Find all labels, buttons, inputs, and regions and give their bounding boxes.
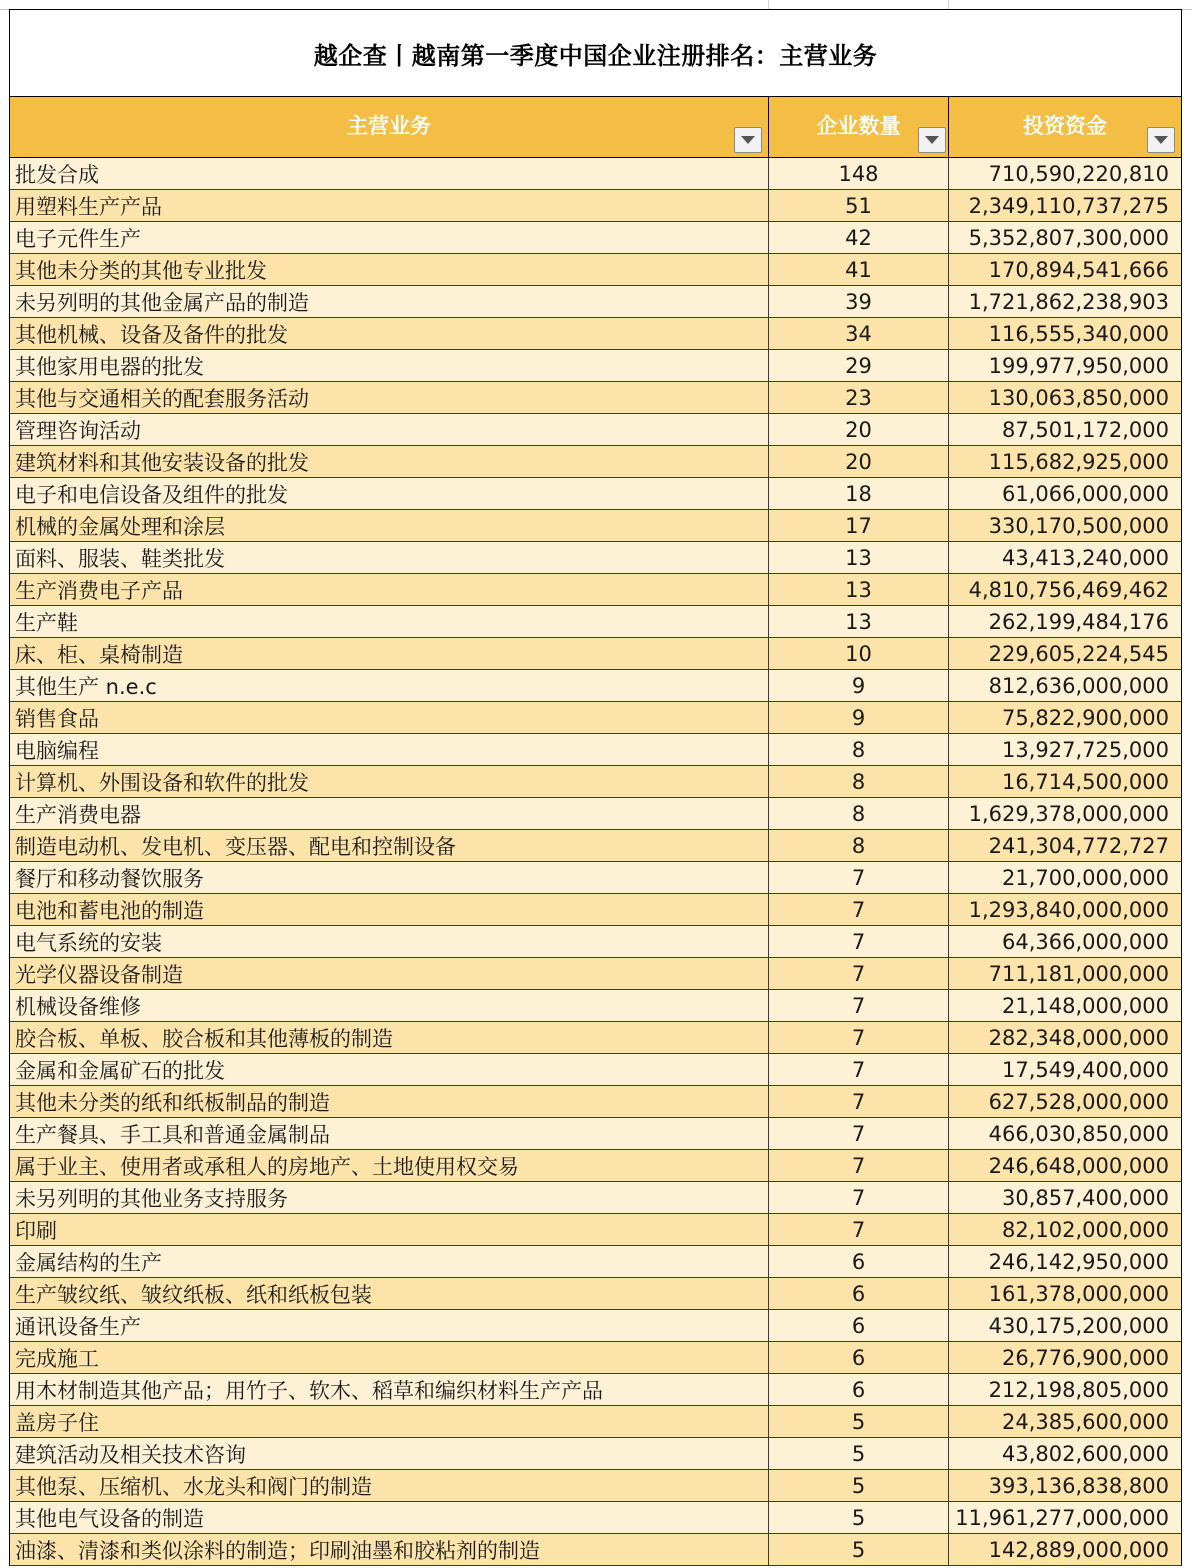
cell-business[interactable]: 油漆、清漆和类似涂料的制造；印刷油墨和胶粘剂的制造	[10, 1534, 769, 1565]
cell-investment[interactable]: 199,977,950,000	[988, 353, 1169, 378]
cell-business[interactable]: 生产鞋	[10, 606, 769, 637]
cell-investment[interactable]: 30,857,400,000	[1002, 1185, 1169, 1210]
table-row[interactable]	[9, 1342, 1182, 1374]
cell-investment[interactable]: 229,605,224,545	[988, 641, 1169, 666]
cell-business[interactable]: 其他与交通相关的配套服务活动	[10, 382, 769, 413]
cell-investment[interactable]: 24,385,600,000	[1002, 1409, 1169, 1434]
cell-count[interactable]: 7	[769, 894, 949, 925]
filter-dropdown-button[interactable]	[918, 127, 946, 153]
table-row[interactable]	[9, 670, 1182, 702]
cell-business[interactable]: 生产餐具、手工具和普通金属制品	[10, 1118, 769, 1149]
cell-investment[interactable]: 4,810,756,469,462	[968, 577, 1169, 602]
cell-count[interactable]: 5	[769, 1534, 949, 1565]
table-row[interactable]	[9, 478, 1182, 510]
cell-investment[interactable]: 282,348,000,000	[988, 1025, 1169, 1050]
table-row[interactable]	[9, 734, 1182, 766]
cell-investment[interactable]: 246,142,950,000	[988, 1249, 1169, 1274]
cell-business[interactable]: 生产消费电子产品	[10, 574, 769, 605]
cell-count[interactable]: 7	[769, 958, 949, 989]
table-row[interactable]	[9, 894, 1182, 926]
table-row[interactable]	[9, 254, 1182, 286]
cell-count[interactable]: 13	[769, 574, 949, 605]
cell-count[interactable]: 148	[769, 158, 949, 189]
cell-count[interactable]: 10	[769, 638, 949, 669]
cell-investment[interactable]: 812,636,000,000	[988, 673, 1169, 698]
column-header-label: 主营业务	[347, 114, 431, 138]
cell-count[interactable]: 5	[769, 1470, 949, 1501]
cell-investment[interactable]: 115,682,925,000	[988, 449, 1169, 474]
cell-investment[interactable]: 711,181,000,000	[988, 961, 1169, 986]
table-body	[9, 158, 1182, 1566]
cell-count[interactable]: 8	[769, 798, 949, 829]
table-row[interactable]	[9, 1534, 1182, 1566]
cell-investment[interactable]: 710,590,220,810	[988, 161, 1169, 186]
cell-count[interactable]: 7	[769, 1022, 949, 1053]
cell-business[interactable]: 电气系统的安装	[10, 926, 769, 957]
cell-investment[interactable]: 21,148,000,000	[1002, 993, 1169, 1018]
cell-business[interactable]: 其他未分类的其他专业批发	[10, 254, 769, 285]
table-row[interactable]	[9, 1054, 1182, 1086]
cell-business[interactable]: 其他泵、压缩机、水龙头和阀门的制造	[10, 1470, 769, 1501]
table-row[interactable]	[9, 286, 1182, 318]
cell-business[interactable]: 其他机械、设备及备件的批发	[10, 318, 769, 349]
cell-investment[interactable]: 246,648,000,000	[988, 1153, 1169, 1178]
cell-count[interactable]: 23	[769, 382, 949, 413]
table-row[interactable]	[9, 606, 1182, 638]
cell-investment[interactable]: 43,802,600,000	[1002, 1441, 1169, 1466]
table-row[interactable]	[9, 638, 1182, 670]
cell-business[interactable]: 金属结构的生产	[10, 1246, 769, 1277]
cell-business[interactable]: 光学仪器设备制造	[10, 958, 769, 989]
cell-count[interactable]: 51	[769, 190, 949, 221]
cell-count[interactable]: 6	[769, 1374, 949, 1405]
cell-business[interactable]: 用木材制造其他产品；用竹子、软木、稻草和编织材料生产产品	[10, 1374, 769, 1405]
cell-business[interactable]: 未另列明的其他业务支持服务	[10, 1182, 769, 1213]
cell-count[interactable]: 7	[769, 1086, 949, 1117]
table-row[interactable]	[9, 222, 1182, 254]
cell-investment[interactable]: 1,293,840,000,000	[968, 897, 1169, 922]
cell-business[interactable]: 未另列明的其他金属产品的制造	[10, 286, 769, 317]
cell-investment[interactable]: 212,198,805,000	[988, 1377, 1169, 1402]
cell-count[interactable]: 5	[769, 1438, 949, 1469]
cell-business[interactable]: 机械的金属处理和涂层	[10, 510, 769, 541]
filter-dropdown-button[interactable]	[1147, 127, 1175, 153]
cell-business[interactable]: 其他电气设备的制造	[10, 1502, 769, 1533]
cell-count[interactable]: 7	[769, 1150, 949, 1181]
cell-business[interactable]: 销售食品	[10, 702, 769, 733]
cell-business[interactable]: 管理咨询活动	[10, 414, 769, 445]
cell-business[interactable]: 电池和蓄电池的制造	[10, 894, 769, 925]
cell-investment[interactable]: 26,776,900,000	[1002, 1345, 1169, 1370]
cell-count[interactable]: 20	[769, 414, 949, 445]
cell-business[interactable]: 完成施工	[10, 1342, 769, 1373]
cell-investment[interactable]: 161,378,000,000	[988, 1281, 1169, 1306]
cell-investment[interactable]: 1,629,378,000,000	[968, 801, 1169, 826]
cell-business[interactable]: 其他生产 n.e.c	[10, 670, 769, 701]
page-title: 越企查丨越南第一季度中国企业注册排名：主营业务	[313, 41, 878, 70]
cell-business[interactable]: 金属和金属矿石的批发	[10, 1054, 769, 1085]
table-row[interactable]	[9, 1086, 1182, 1118]
filter-dropdown-button[interactable]	[734, 127, 762, 153]
cell-business[interactable]: 通讯设备生产	[10, 1310, 769, 1341]
dropdown-arrow-icon	[1154, 136, 1168, 144]
column-divider	[768, 0, 769, 9]
table-row[interactable]	[9, 798, 1182, 830]
cell-count[interactable]: 18	[769, 478, 949, 509]
table-row[interactable]	[9, 1022, 1182, 1054]
cell-investment[interactable]: 61,066,000,000	[1002, 481, 1169, 506]
column-header-investment[interactable]	[949, 97, 1181, 157]
table-row[interactable]	[9, 926, 1182, 958]
cell-investment[interactable]: 75,822,900,000	[1002, 705, 1169, 730]
cell-investment[interactable]: 13,927,725,000	[1002, 737, 1169, 762]
cell-investment[interactable]: 17,549,400,000	[1002, 1057, 1169, 1082]
cell-investment[interactable]: 262,199,484,176	[988, 609, 1169, 634]
cell-count[interactable]: 7	[769, 1054, 949, 1085]
cell-investment[interactable]: 393,136,838,800	[988, 1473, 1169, 1498]
title-cell[interactable]	[9, 9, 1182, 96]
column-header-business[interactable]	[10, 97, 769, 157]
cell-investment[interactable]: 241,304,772,727	[988, 833, 1169, 858]
table-row[interactable]	[9, 958, 1182, 990]
cell-investment[interactable]: 1,721,862,238,903	[968, 289, 1169, 314]
cell-business[interactable]: 其他未分类的纸和纸板制品的制造	[10, 1086, 769, 1117]
table-row[interactable]	[9, 1214, 1182, 1246]
cell-investment[interactable]: 627,528,000,000	[988, 1089, 1169, 1114]
table-row[interactable]	[9, 830, 1182, 862]
cell-investment[interactable]: 64,366,000,000	[1002, 929, 1169, 954]
table-row[interactable]	[9, 1406, 1182, 1438]
cell-investment[interactable]: 466,030,850,000	[988, 1121, 1169, 1146]
cell-count[interactable]: 20	[769, 446, 949, 477]
column-header-label: 投资资金	[1023, 114, 1107, 138]
cell-count[interactable]: 7	[769, 926, 949, 957]
table-row[interactable]	[9, 1438, 1182, 1470]
dropdown-arrow-icon	[741, 136, 755, 144]
table-row[interactable]	[9, 862, 1182, 894]
cell-count[interactable]: 5	[769, 1406, 949, 1437]
table-row[interactable]	[9, 1118, 1182, 1150]
table-row[interactable]	[9, 510, 1182, 542]
cell-count[interactable]: 7	[769, 1182, 949, 1213]
table-header	[9, 96, 1182, 158]
table-row[interactable]	[9, 382, 1182, 414]
cell-count[interactable]: 6	[769, 1246, 949, 1277]
cell-business[interactable]: 床、柜、桌椅制造	[10, 638, 769, 669]
table-row[interactable]	[9, 542, 1182, 574]
cell-count[interactable]: 17	[769, 510, 949, 541]
dropdown-arrow-icon	[925, 136, 939, 144]
column-divider	[948, 0, 949, 9]
cell-count[interactable]: 6	[769, 1310, 949, 1341]
cell-business[interactable]: 属于业主、使用者或承租人的房地产、土地使用权交易	[10, 1150, 769, 1181]
table-row[interactable]	[9, 702, 1182, 734]
cell-investment[interactable]: 170,894,541,666	[988, 257, 1169, 282]
cell-investment[interactable]: 430,175,200,000	[988, 1313, 1169, 1338]
cell-investment[interactable]: 142,889,000,000	[988, 1537, 1169, 1562]
cell-business[interactable]: 印刷	[10, 1214, 769, 1245]
cell-investment[interactable]: 87,501,172,000	[1002, 417, 1169, 442]
cell-count[interactable]: 13	[769, 542, 949, 573]
cell-investment[interactable]: 2,349,110,737,275	[968, 193, 1169, 218]
table-row[interactable]	[9, 1374, 1182, 1406]
cell-business[interactable]: 胶合板、单板、胶合板和其他薄板的制造	[10, 1022, 769, 1053]
cell-business[interactable]: 其他家用电器的批发	[10, 350, 769, 381]
cell-count[interactable]: 9	[769, 670, 949, 701]
cell-count[interactable]: 6	[769, 1342, 949, 1373]
table-row[interactable]	[9, 1150, 1182, 1182]
cell-count[interactable]: 13	[769, 606, 949, 637]
cell-investment[interactable]: 130,063,850,000	[988, 385, 1169, 410]
cell-investment[interactable]: 82,102,000,000	[1002, 1217, 1169, 1242]
cell-count[interactable]: 42	[769, 222, 949, 253]
cell-business[interactable]: 计算机、外围设备和软件的批发	[10, 766, 769, 797]
table-row[interactable]	[9, 318, 1182, 350]
cell-investment[interactable]: 5,352,807,300,000	[968, 225, 1169, 250]
table-row[interactable]	[9, 1470, 1182, 1502]
cell-business[interactable]: 生产消费电器	[10, 798, 769, 829]
cell-investment[interactable]: 16,714,500,000	[1002, 769, 1169, 794]
cell-business[interactable]: 电脑编程	[10, 734, 769, 765]
cell-count[interactable]: 41	[769, 254, 949, 285]
table-row[interactable]	[9, 990, 1182, 1022]
table-row[interactable]	[9, 1182, 1182, 1214]
cell-count[interactable]: 34	[769, 318, 949, 349]
table-row[interactable]	[9, 1278, 1182, 1310]
cell-investment[interactable]: 43,413,240,000	[1002, 545, 1169, 570]
table-row[interactable]	[9, 1310, 1182, 1342]
cell-count[interactable]: 7	[769, 990, 949, 1021]
cell-count[interactable]: 9	[769, 702, 949, 733]
cell-count[interactable]: 7	[769, 1118, 949, 1149]
cell-investment[interactable]: 330,170,500,000	[988, 513, 1169, 538]
cell-business[interactable]: 制造电动机、发电机、变压器、配电和控制设备	[10, 830, 769, 861]
cell-business[interactable]: 电子元件生产	[10, 222, 769, 253]
cell-count[interactable]: 5	[769, 1502, 949, 1533]
cell-business[interactable]: 餐厅和移动餐饮服务	[10, 862, 769, 893]
cell-business[interactable]: 盖房子住	[10, 1406, 769, 1437]
cell-business[interactable]: 面料、服装、鞋类批发	[10, 542, 769, 573]
cell-business[interactable]: 用塑料生产产品	[10, 190, 769, 221]
table-row[interactable]	[9, 190, 1182, 222]
cell-count[interactable]: 8	[769, 830, 949, 861]
cell-investment[interactable]: 21,700,000,000	[1002, 865, 1169, 890]
table-row[interactable]	[9, 1502, 1182, 1534]
table-row[interactable]	[9, 446, 1182, 478]
cell-count[interactable]: 29	[769, 350, 949, 381]
table-row[interactable]	[9, 350, 1182, 382]
cell-business[interactable]: 批发合成	[10, 158, 769, 189]
cell-count[interactable]: 7	[769, 862, 949, 893]
table-row[interactable]	[9, 158, 1182, 190]
cell-business[interactable]: 生产皱纹纸、皱纹纸板、纸和纸板包装	[10, 1278, 769, 1309]
cell-investment[interactable]: 11,961,277,000,000	[955, 1505, 1169, 1530]
cell-investment[interactable]: 116,555,340,000	[988, 321, 1169, 346]
table-row[interactable]	[9, 766, 1182, 798]
cell-count[interactable]: 39	[769, 286, 949, 317]
cell-count[interactable]: 6	[769, 1278, 949, 1309]
column-header-label: 企业数量	[816, 114, 901, 138]
cell-business[interactable]: 建筑材料和其他安装设备的批发	[10, 446, 769, 477]
cell-business[interactable]: 建筑活动及相关技术咨询	[10, 1438, 769, 1469]
cell-count[interactable]: 7	[769, 1214, 949, 1245]
table-row[interactable]	[9, 414, 1182, 446]
cell-business[interactable]: 机械设备维修	[10, 990, 769, 1021]
cell-business[interactable]: 电子和电信设备及组件的批发	[10, 478, 769, 509]
table-row[interactable]	[9, 574, 1182, 606]
table-row[interactable]	[9, 1246, 1182, 1278]
column-header-count[interactable]	[769, 97, 949, 157]
cell-count[interactable]: 8	[769, 766, 949, 797]
cell-count[interactable]: 8	[769, 734, 949, 765]
